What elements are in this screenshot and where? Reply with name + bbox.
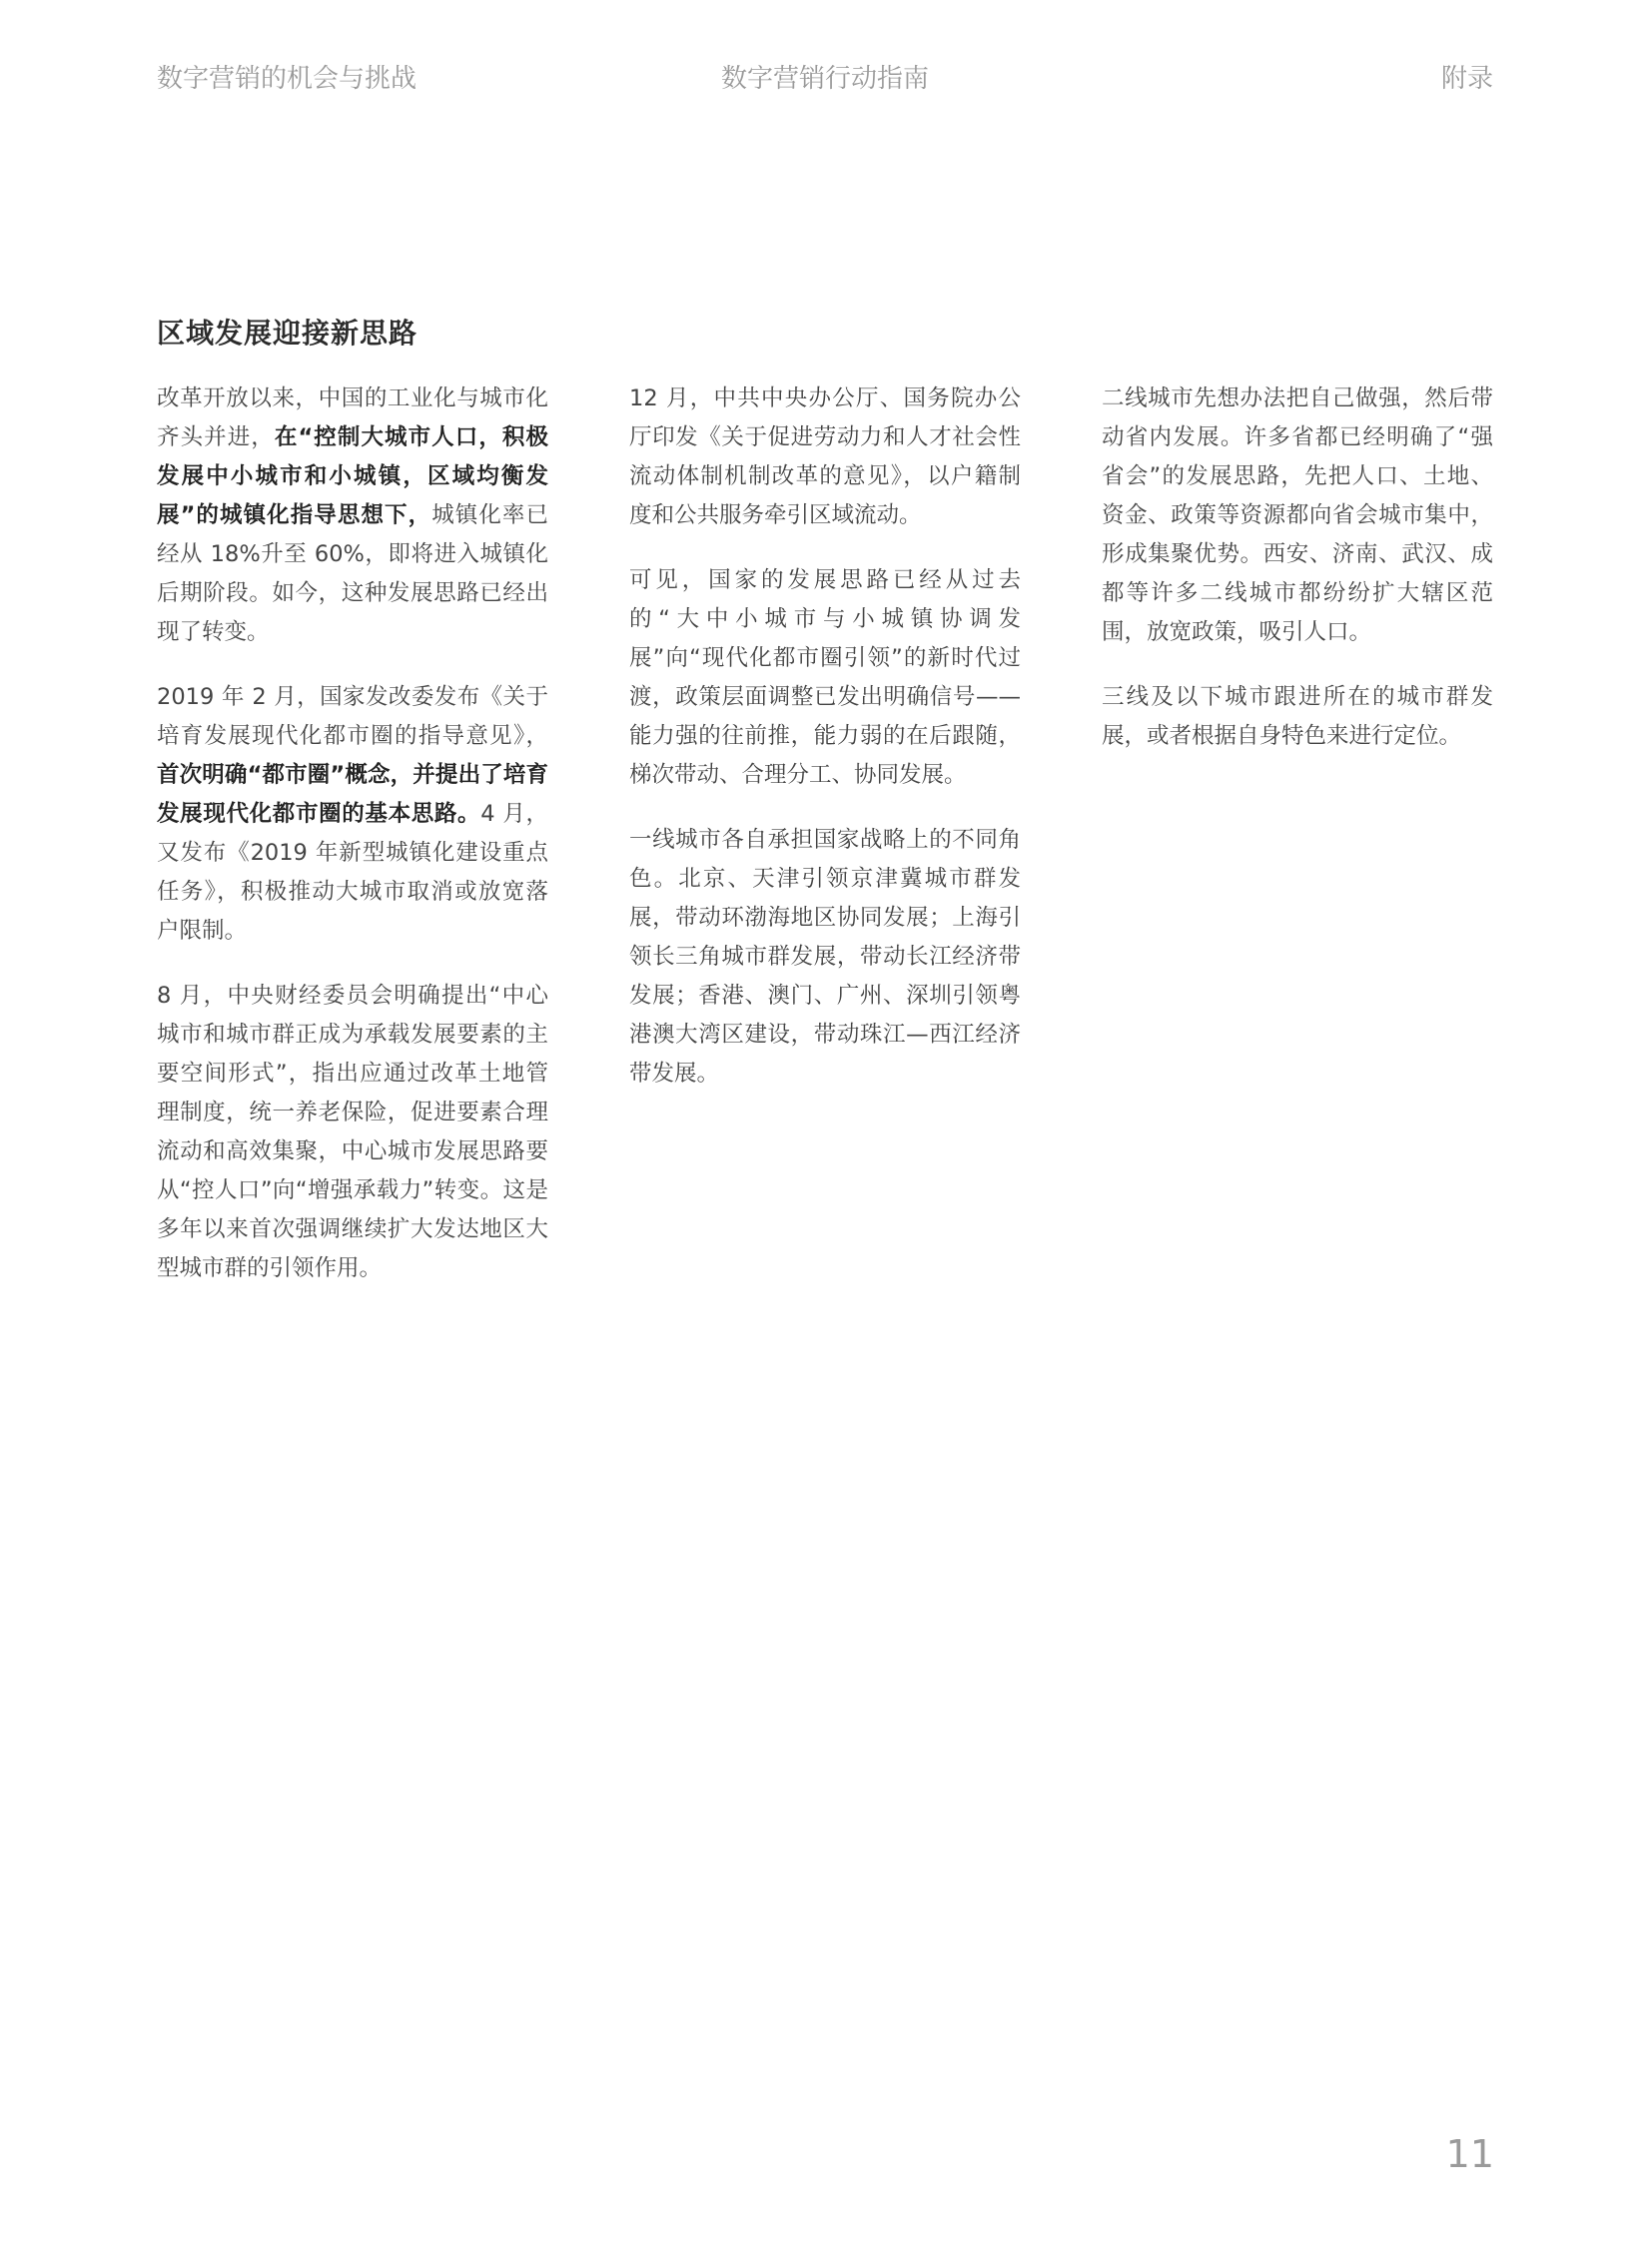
paragraph-emphasis: 首次明确“都市圈”概念，并提出了培育发展现代化都市圈的基本思路。 xyxy=(157,762,548,827)
paragraph xyxy=(629,379,1021,535)
paragraph xyxy=(1102,379,1493,652)
paragraph-text: 改革开放以来，中国的工业化与城市化齐头并进， xyxy=(157,385,548,450)
page-header xyxy=(157,58,1493,108)
section-title: 区域发展迎接新思路 xyxy=(157,317,418,350)
text-column-1 xyxy=(157,379,548,1314)
paragraph xyxy=(157,977,548,1288)
paragraph xyxy=(629,821,1021,1094)
paragraph-text: 12 月，中共中央办公厅、国务院办公厅印发《关于促进劳动力和人才社会性流动体制机制改革的意见》，以户籍制度和公共服务牵引区域流动。 xyxy=(629,385,1021,528)
header-section-left: 数字营销的机会与挑战 xyxy=(157,64,417,94)
paragraph xyxy=(157,379,548,652)
paragraph-text: 一线城市各自承担国家战略上的不同角色。北京、天津引领京津冀城市群发展，带动环渤海地区协同发展；上海引领长三角城市群发展，带动长江经济带发展；香港、澳门、广州、深圳引领粤港澳大湾区建设，带动珠江—西江经济带发展。 xyxy=(629,827,1021,1087)
paragraph-text: 城镇化率已经从 18%升至 60%，即将进入城镇化后期阶段。如今，这种发展思路已经出现了转变。 xyxy=(157,502,548,645)
header-section-right: 附录 xyxy=(1440,64,1493,94)
text-column-3 xyxy=(1102,379,1493,782)
paragraph-text: 2019 年 2 月，国家发改委发布《关于培育发展现代化都市圈的指导意见》， xyxy=(157,684,548,749)
header-section-center: 数字营销行动指南 xyxy=(720,64,929,94)
paragraph-emphasis: 在“控制大城市人口，积极发展中小城市和小城镇，区域均衡发展”的城镇化指导思想下， xyxy=(157,424,548,528)
paragraph-text: 三线及以下城市跟进所在的城市群发展，或者根据自身特色来进行定位。 xyxy=(1102,684,1493,749)
paragraph-text: 二线城市先想办法把自己做强，然后带动省内发展。许多省都已经明确了“强省会”的发展思路，先把人口、土地、资金、政策等资源都向省会城市集中，形成集聚优势。西安、济南、武汉、成都等许多二线城市都纷纷扩大辖区范围，放宽政策，吸引人口。 xyxy=(1102,385,1493,645)
paragraph xyxy=(157,678,548,951)
paragraph-text: 可见，国家的发展思路已经从过去的“大中小城市与小城镇协调发展”向“现代化都市圈引领”的新时代过渡，政策层面调整已发出明确信号——能力强的往前推，能力弱的在后跟随，梯次带动、合理分工、协同发展。 xyxy=(629,567,1021,788)
paragraph xyxy=(629,561,1021,795)
paragraph xyxy=(1102,678,1493,756)
paragraph-text: 4 月，又发布《2019 年新型城镇化建设重点任务》，积极推动大城市取消或放宽落户限制。 xyxy=(157,801,548,944)
paragraph-text: 8 月，中央财经委员会明确提出“中心城市和城市群正成为承载发展要素的主要空间形式”，指出应通过改革土地管理制度，统一养老保险，促进要素合理流动和高效集聚，中心城市发展思路要从“控人口”向“增强承载力”转变。这是多年以来首次强调继续扩大发达地区大型城市群的引领作用。 xyxy=(157,983,548,1281)
text-column-2 xyxy=(629,379,1021,1120)
page-number: 11 xyxy=(1445,2132,1494,2176)
